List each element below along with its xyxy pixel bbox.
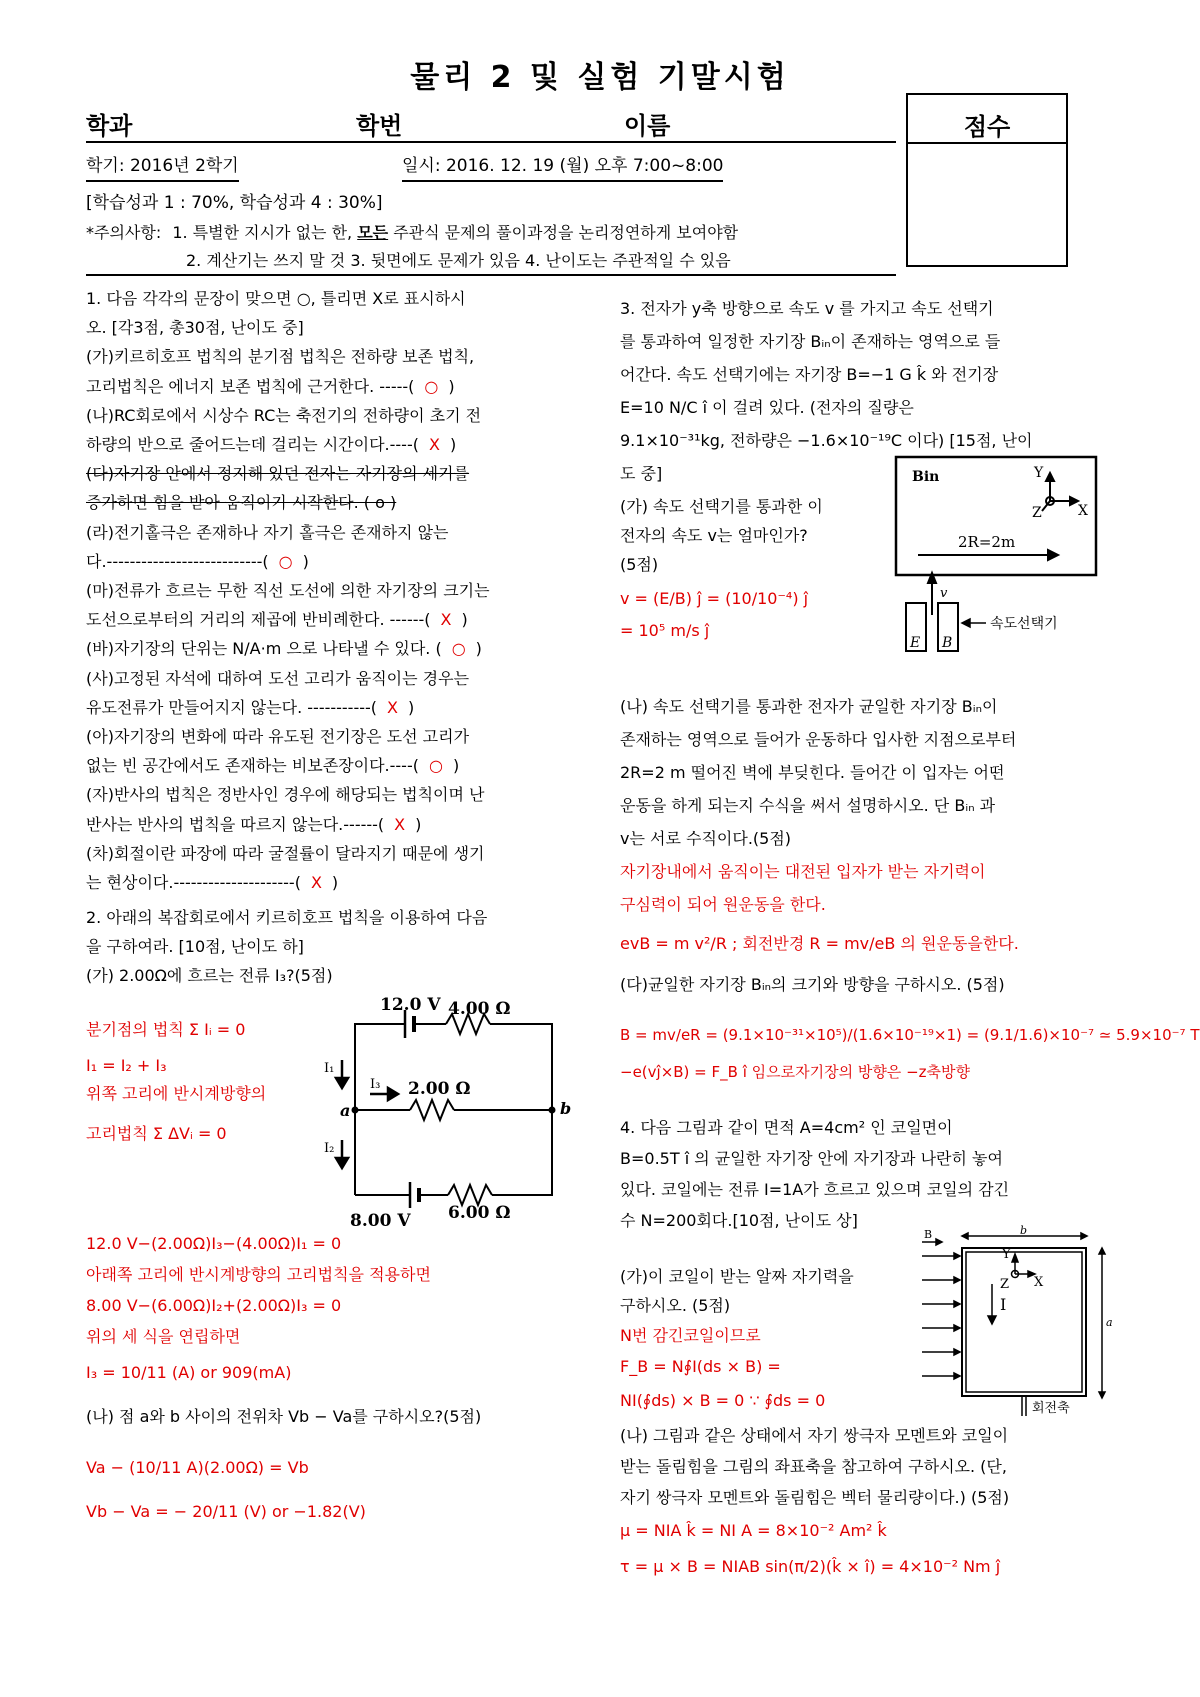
q4-line: 수 N=200회다.[10점, 난이도 상] (620, 1211, 858, 1230)
q2-loop-rule: 고리법칙 Σ ΔVᵢ = 0 (86, 1124, 227, 1143)
q1-line (86, 780, 586, 809)
q1-line-text: 는 현상이다.---------------------( (86, 873, 301, 893)
q2-line: 2. 아래의 복잡회로에서 키르히호프 법칙을 이용하여 다음 (86, 908, 488, 927)
notice-1b: 모든 (357, 223, 389, 242)
q4a-line: 구하시오. (5점) (620, 1296, 731, 1316)
axis-y: Y (1034, 465, 1044, 481)
fig-e: E (910, 635, 921, 651)
q1-paren-close: ) (448, 376, 455, 396)
coil-rotation-axis-label: 회전축 (1032, 1401, 1070, 1416)
q3c-answer-line: −e(vĵ×B) = F_B î 임으로자기장의 방향은 −z축방향 (620, 1063, 970, 1081)
dept-label: 학과 (86, 112, 133, 140)
q1-line-text: (아)자기장의 변화에 따라 유도된 전기장은 도선 고리가 (86, 727, 470, 747)
coil-b-label: B (924, 1228, 933, 1241)
circuit-r3: 2.00 Ω (408, 1079, 471, 1099)
q3a-line: (가) 속도 선택기를 통과한 이 (620, 497, 823, 516)
q1-answer-mark: X (310, 873, 322, 893)
q2-answer-i3: I₃ = 10/11 (A) or 909(mA) (86, 1363, 292, 1382)
q1-line (86, 284, 586, 313)
notice-label: *주의사항: (86, 223, 162, 242)
q4b-answer-line: τ = μ × B = NIAB sin(π/2)(k̂ × î) = 4×10⁻² Nm ĵ (620, 1557, 1001, 1576)
q3b-answer-line: 자기장내에서 움직이는 대전된 입자가 받는 자기력이 (620, 862, 986, 881)
q1-answer-mark: X (440, 610, 452, 630)
q4-answer-a (620, 1322, 920, 1418)
q1-line-text: (나)RC회로에서 시상수 RC는 축전기의 전하량이 초기 전 (86, 405, 482, 425)
question-2 (86, 903, 586, 991)
q1-paren-close: ) (449, 435, 457, 455)
q1-line (86, 547, 586, 576)
q1-line-text: 오. [각3점, 총30점, 난이도 중] (86, 318, 304, 338)
q1-line (86, 605, 586, 634)
q1-line (86, 839, 586, 868)
q1-line (86, 518, 586, 547)
coil-current-label: I (1000, 1295, 1007, 1314)
q4b-line: (나) 그림과 같은 상태에서 자기 쌍극자 모멘트와 코일이 (620, 1426, 1009, 1445)
q3-part-a (620, 492, 890, 580)
coil-width-label: b (1020, 1224, 1028, 1237)
q1-answer-mark: X (394, 814, 406, 834)
q3b-line: 존재하는 영역으로 들어가 운동하다 입사한 지점으로부터 (620, 730, 1017, 749)
q2-work-line: 아래쪽 고리에 반시계방향의 고리법칙을 적용하면 (86, 1265, 431, 1284)
q1-line-text: (가)키르히호프 법칙의 분기점 법칙은 전하량 보존 법칙, (86, 347, 475, 367)
q1-line (86, 576, 586, 605)
q2-current-eq: I₁ = I₂ + I₃ (86, 1056, 167, 1075)
q3b-answer-line: 구심력이 되어 원운동을 한다. (620, 895, 826, 914)
q1-line-text: 다.---------------------------( (86, 551, 269, 571)
q3b-line: (나) 속도 선택기를 통과한 전자가 균일한 자기장 Bᵢₙ이 (620, 697, 998, 716)
q1-paren-close: ) (408, 697, 415, 717)
circuit-r2: 6.00 Ω (448, 1203, 511, 1223)
q1-line (86, 634, 586, 663)
question-1 (86, 284, 586, 897)
q2-junction-rule: 분기점의 법칙 Σ Iᵢ = 0 (86, 1020, 246, 1039)
q1-line (86, 372, 586, 401)
q2-work-line: 12.0 V−(2.00Ω)I₃−(4.00Ω)I₁ = 0 (86, 1234, 342, 1253)
q4-part-a (620, 1262, 920, 1320)
circuit-v2: 8.00 V (350, 1211, 411, 1231)
name-label: 이름 (624, 112, 671, 140)
q3b-line: v는 서로 수직이다.(5점) (620, 829, 792, 848)
student-no-label: 학번 (356, 112, 403, 140)
circuit-i1: I₁ (324, 1061, 335, 1076)
q3a-answer-line: = 10⁵ m/s ĵ (620, 621, 710, 640)
q1-answer-mark: X (387, 697, 398, 717)
q1-answer-mark: ○ (428, 756, 443, 776)
q2-work-line: 8.00 V−(6.00Ω)I₂+(2.00Ω)I₃ = 0 (86, 1296, 342, 1315)
axis-x: X (1078, 503, 1088, 519)
q1-answer-mark: ○ (424, 376, 439, 396)
q3-line: E=10 N/C î 이 걸려 있다. (전자의 질량은 (620, 398, 914, 417)
q3a-line: 전자의 속도 v는 얼마인가? (620, 526, 808, 546)
node-a: a (340, 1101, 351, 1120)
page-title: 물리 2 및 실험 기말시험 (410, 60, 790, 95)
q1-line-text: (사)고정된 자석에 대하여 도선 고리가 움직이는 경우는 (86, 668, 470, 688)
q4a-answer-line: NI(∮ds) × B = 0 ∵ ∮ds = 0 (620, 1391, 826, 1410)
q1-line (86, 488, 586, 517)
q1-line (86, 313, 586, 342)
q3b-line: 2R=2 m 떨어진 벽에 부딪힌다. 들어간 이 입자는 어떤 (620, 763, 1005, 782)
q2-work-left (86, 1012, 326, 1164)
q4-line: 있다. 코일에는 전류 I=1A가 흐르고 있으며 코일의 감긴 (620, 1180, 1010, 1199)
q1-line-text: 없는 빈 공간에서도 존재하는 비보존장이다.----( (86, 756, 419, 776)
q1-line-text: (다)자기장 안에서 정지해 있던 전자는 자기장의 세기를 (86, 464, 470, 484)
q1-line (86, 664, 586, 693)
q1-line-text: 1. 다음 각각의 문장이 맞으면 ○, 틀리면 X로 표시하시 (86, 289, 466, 308)
coil-axis-y: Y (1002, 1247, 1011, 1262)
fig-bin: Bin (912, 469, 940, 485)
fig-selector-label: 속도선택기 (990, 616, 1058, 632)
axis-z: Z (1032, 505, 1042, 521)
q1-answer-mark: ○ (278, 551, 293, 571)
q3-line: 3. 전자가 y축 방향으로 속도 v 를 가지고 속도 선택기 (620, 299, 994, 318)
q1-line (86, 430, 586, 459)
q1-line-text: (자)반사의 법칙은 정반사인 경우에 해당되는 법칙이며 난 (86, 785, 485, 805)
circuit-r1: 4.00 Ω (448, 999, 511, 1019)
q1-line (86, 459, 586, 488)
q2-work-b (86, 1446, 586, 1534)
q1-line-text: (마)전류가 흐르는 무한 직선 도선에 의한 자기장의 크기는 (86, 581, 490, 601)
learning-outcome: [학습성과 1 : 70%, 학습성과 4 : 30%] (86, 193, 383, 213)
q1-line-text: 유도전류가 만들어지지 않는다. -----------( (86, 697, 378, 717)
circuit-v1: 12.0 V (380, 995, 441, 1015)
q3-line: 어간다. 속도 선택기에는 자기장 B=−1 G k̂ 와 전기장 (620, 365, 999, 384)
q4b-answer-line: μ = NIA k̂ = NI A = 8×10⁻² Am² k̂ (620, 1521, 887, 1540)
q3a-line: (5점) (620, 555, 659, 575)
fig-v: v (940, 586, 948, 601)
q4a-answer-line: F_B = N∮I(ds × B) = (620, 1357, 781, 1376)
q1-answer-mark: ○ (451, 639, 466, 659)
q2-line: 을 구하여라. [10점, 난이도 하] (86, 937, 304, 957)
q2-work-b-line: Va − (10/11 A)(2.00Ω) = Vb (86, 1458, 309, 1477)
exam-datetime: 일시: 2016. 12. 19 (월) 오후 7:00~8:00 (402, 152, 723, 182)
q4a-line: (가)이 코일이 받는 알짜 자기력을 (620, 1267, 854, 1286)
q3-line: 를 통과하여 일정한 자기장 Bᵢₙ이 존재하는 영역으로 들 (620, 332, 1001, 351)
q1-line-text: (라)전기홀극은 존재하나 자기 홀극은 존재하지 않는 (86, 522, 449, 542)
q3a-answer-line: v = (E/B) ĵ = (10/10⁻⁴) ĵ (620, 589, 809, 608)
q3-answer-c (620, 1012, 1200, 1086)
q3b-answer-line: evB = m v²/R ; 회전반경 R = mv/eB 의 원운동을한다. (620, 934, 1019, 953)
q3c-answer-line: B = mv/eR = (9.1×10⁻³¹×10⁵)/(1.6×10⁻¹⁹×1) = (9.1/1.6)×10⁻⁷ ≃ 5.9×10⁻⁷ T (620, 1026, 1200, 1044)
q3-answer-b (620, 855, 1120, 967)
score-box (906, 93, 1068, 267)
coil-figure (920, 1224, 1120, 1418)
q1-line-text: 도선으로부터의 거리의 제곱에 반비례한다. ------( (86, 610, 431, 630)
q1-paren-close: ) (475, 639, 482, 659)
q2-answer-vb-va: Vb − Va = − 20/11 (V) or −1.82(V) (86, 1502, 366, 1521)
coil-axis-x: X (1034, 1275, 1044, 1290)
notice-rule (86, 274, 896, 276)
q1-paren-close: ) (452, 756, 460, 776)
semester: 학기: 2016년 2학기 (86, 152, 239, 182)
coil-axis-z: Z (1000, 1277, 1010, 1292)
score-label: 점수 (963, 113, 1011, 141)
notice-line-1 (86, 218, 738, 247)
q1-paren-close: ) (302, 551, 309, 571)
q1-line (86, 751, 586, 780)
q1-paren-close: ) (331, 873, 339, 893)
q1-line (86, 693, 586, 722)
q3-part-b (620, 690, 1120, 855)
q1-paren-close: ) (415, 814, 422, 834)
notice-1c: 주관식 문제의 풀이과정을 논리정연하게 보여야함 (388, 223, 739, 242)
q2-line: (가) 2.00Ω에 흐르는 전류 I₃?(5점) (86, 966, 333, 986)
fig-b: B (942, 635, 953, 651)
q2-part-b: (나) 점 a와 b 사이의 전위차 Vb − Va를 구하시오?(5점) (86, 1407, 482, 1426)
q4b-line: 받는 돌림힘을 그림의 좌표축을 참고하여 구하시오. (단, (620, 1457, 1007, 1476)
header-rule (86, 141, 896, 143)
q1-paren-close: ) (461, 610, 468, 630)
q3-part-c: (다)균일한 자기장 Bᵢₙ의 크기와 방향을 구하시오. (5점) (620, 975, 1005, 994)
q4-answer-b (620, 1514, 1120, 1586)
q3-answer-a (620, 582, 890, 646)
q1-line (86, 342, 586, 371)
q1-line-text: (바)자기장의 단위는 N/A·m 으로 나타낼 수 있다. ( (86, 639, 442, 659)
q4-line: 4. 다음 그림과 같이 면적 A=4cm² 인 코일면이 (620, 1118, 953, 1137)
q1-line-text: (차)회절이란 파장에 따라 굴절률이 달라지기 때문에 생기 (86, 843, 485, 863)
notice-1a: 1. 특별한 지시가 없는 한, (172, 223, 358, 242)
q3-line: 9.1×10⁻³¹kg, 전하량은 −1.6×10⁻¹⁹C 이다) [15점, 난이 (620, 431, 1033, 450)
circuit-i3: I₃ (370, 1077, 381, 1092)
q1-answer-mark: X (428, 435, 440, 455)
q4b-line: 자기 쌍극자 모멘트와 돌림힘은 벡터 물리량이다.) (5점) (620, 1488, 1010, 1507)
q2-loop-note: 위쪽 고리에 반시계방향의 (86, 1084, 267, 1103)
q1-line (86, 722, 586, 751)
q3b-line: 운동을 하게 되는지 수식을 써서 설명하시오. 단 Bᵢₙ 과 (620, 796, 996, 815)
q1-line-text: 증가하면 힘을 받아 움직이기 시작한다. ( o ) (86, 493, 397, 513)
coil-height-label: a (1106, 1316, 1113, 1329)
q1-line (86, 810, 586, 839)
q4-line: B=0.5T î 의 균일한 자기장 안에 자기장과 나란히 놓여 (620, 1149, 1003, 1168)
q1-line (86, 868, 586, 897)
node-b: b (560, 1099, 572, 1118)
velocity-selector-figure (888, 455, 1108, 655)
circuit-diagram (324, 990, 586, 1231)
q1-line-text: 하량의 반으로 줄어드는데 걸리는 시간이다.----( (86, 435, 419, 455)
circuit-i2: I₂ (324, 1141, 335, 1156)
fig-span: 2R=2m (958, 533, 1016, 551)
q2-work (86, 1228, 586, 1394)
notice-line-2: 2. 계산기는 쓰지 말 것 3. 뒷면에도 문제가 있음 4. 난이도는 주관적일 수 있음 (186, 251, 731, 270)
q4a-answer-line: N번 감긴코일이므로 (620, 1326, 761, 1345)
q3-line: 도 중] (620, 464, 663, 483)
q1-line-text: 반사는 반사의 법칙을 따르지 않는다.------( (86, 814, 385, 834)
q4-part-b (620, 1420, 1120, 1513)
question-4 (620, 1112, 1120, 1236)
q1-line (86, 401, 586, 430)
q2-work-line: 위의 세 식을 연립하면 (86, 1327, 241, 1346)
q1-line-text: 고리법칙은 에너지 보존 법칙에 근거한다. -----( (86, 376, 415, 396)
